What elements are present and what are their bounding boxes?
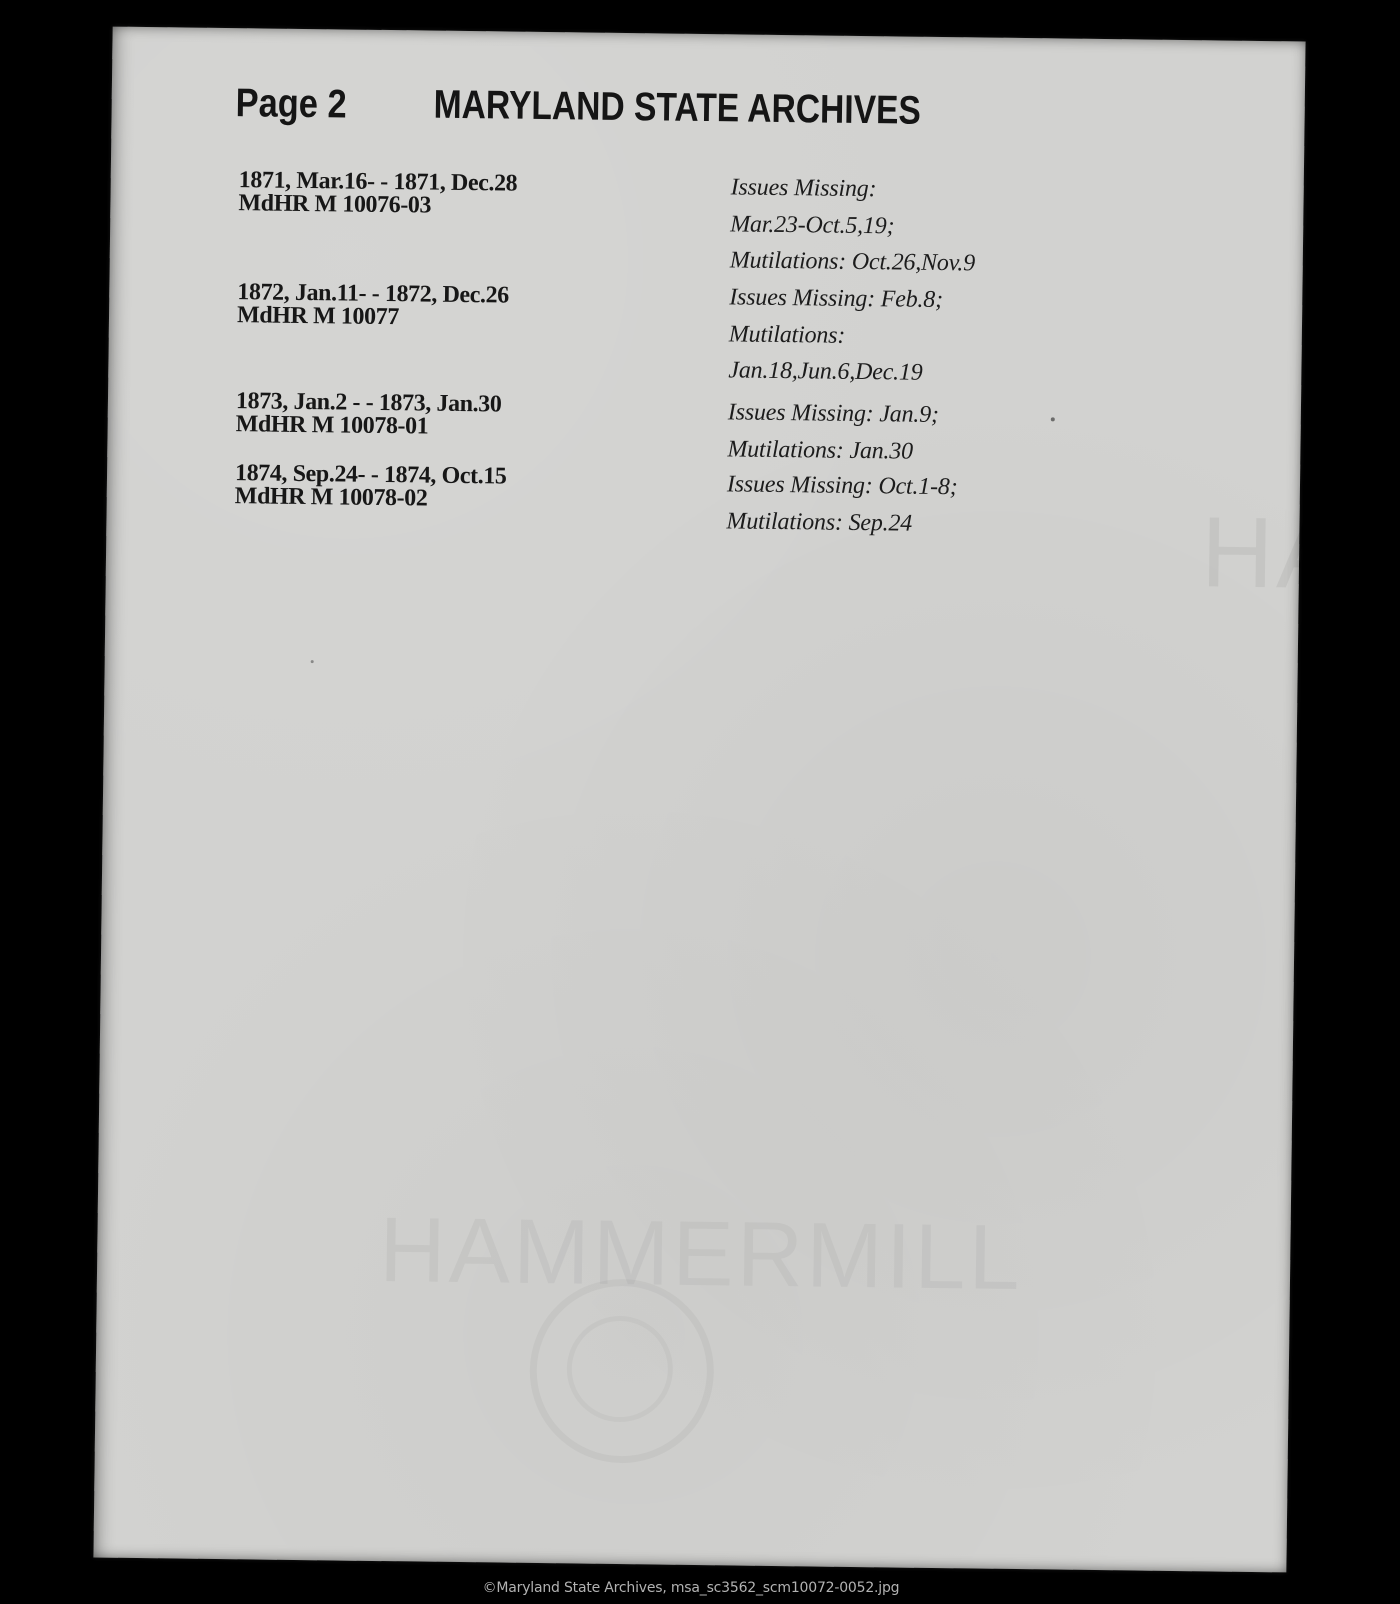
entry-notes — [726, 466, 957, 542]
note-line: Issues Missing: Jan.9; — [727, 399, 939, 428]
footer-caption: ©Maryland State Archives, msa_sc3562_scm10072-0052.jpg — [482, 1580, 900, 1596]
note-line: Mutilations: — [728, 320, 846, 349]
entry-reel — [235, 462, 507, 511]
scanned-page — [93, 27, 1347, 1573]
entry-date-range: 1874, Sep.24- - 1874, Oct.15 — [234, 460, 507, 490]
note-line: Mutilations: Sep.24 — [726, 507, 913, 537]
note-line: Mar.23-Oct.5,19; — [730, 210, 895, 239]
entry-reel — [237, 281, 509, 330]
note-line: Mutilations: Jan.30 — [727, 435, 914, 465]
paper-watermark-seal — [529, 1278, 715, 1464]
note-line: Issues Missing: Oct.1-8; — [726, 471, 958, 501]
scan-speck — [311, 660, 314, 663]
note-line: Issues Missing: Feb.8; — [729, 284, 944, 314]
paper-watermark-corner: HA — [1200, 496, 1347, 611]
entry-mdhr-id: MdHR M 10078-02 — [234, 483, 428, 512]
scan-speck — [1051, 417, 1055, 421]
entry-reel — [238, 169, 517, 218]
paper-watermark-brand — [379, 1198, 1024, 1311]
entry-reel — [236, 390, 502, 439]
page-number: Page 2 — [235, 81, 347, 127]
entry-mdhr-id: MdHR M 10078-01 — [235, 411, 429, 440]
entry-mdhr-id: MdHR M 10076-03 — [238, 190, 432, 219]
entry-notes — [730, 169, 977, 282]
note-line: Jan.18,Jun.6,Dec.19 — [728, 357, 923, 386]
entry-date-range: 1873, Jan.2 - - 1873, Jan.30 — [235, 388, 502, 418]
note-line: Issues Missing: — [730, 174, 877, 203]
entry-notes — [728, 279, 943, 391]
entry-date-range: 1872, Jan.11- - 1872, Dec.26 — [237, 279, 509, 309]
entry-mdhr-id: MdHR M 10077 — [236, 302, 400, 331]
note-line: Mutilations: Oct.26,Nov.9 — [729, 247, 976, 277]
entry-notes — [727, 394, 939, 470]
entry-date-range: 1871, Mar.16- - 1871, Dec.28 — [238, 167, 518, 197]
paper-watermark-seal-inner — [566, 1315, 673, 1422]
page-title: MARYLAND STATE ARCHIVES — [433, 82, 922, 133]
